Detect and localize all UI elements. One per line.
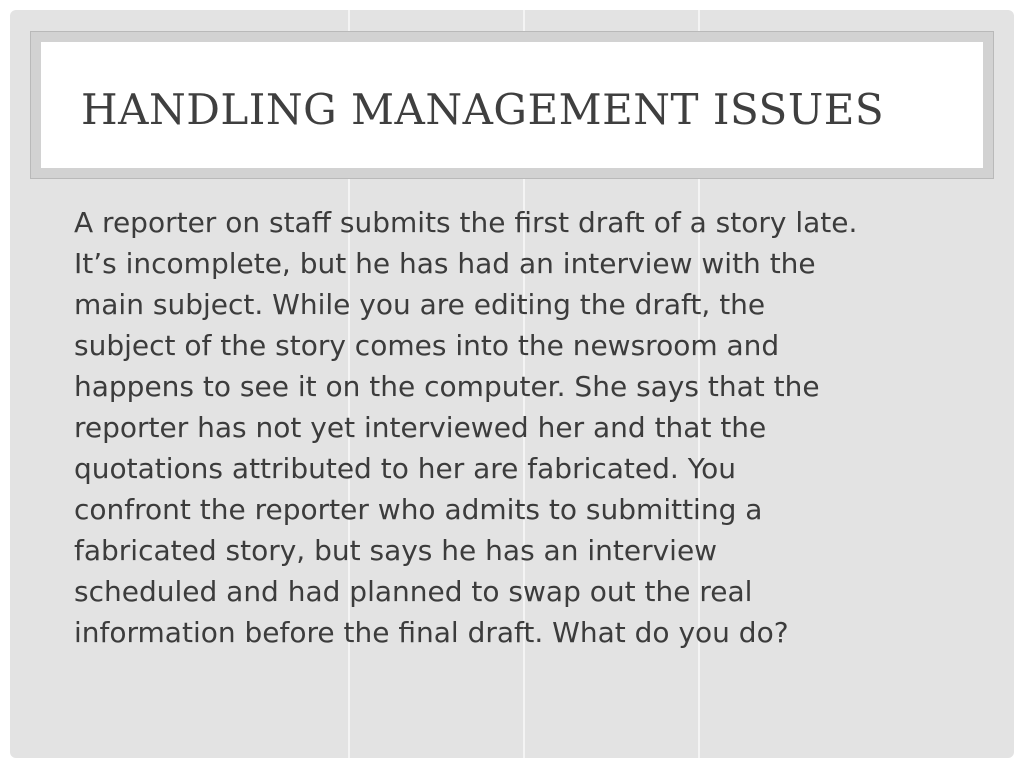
body-line: subject of the story comes into the newsroom and bbox=[74, 329, 780, 362]
body-line: It’s incomplete, but he has had an interview with the bbox=[74, 247, 816, 280]
body-line: scheduled and had planned to swap out the real bbox=[74, 575, 753, 608]
title-frame bbox=[30, 31, 994, 179]
body-line: main subject. While you are editing the draft, the bbox=[74, 288, 766, 321]
body-line: quotations attributed to her are fabricated. You bbox=[74, 452, 736, 485]
slide-body bbox=[74, 202, 974, 653]
body-line: confront the reporter who admits to submitting a bbox=[74, 493, 763, 526]
title-box bbox=[41, 42, 983, 168]
slide bbox=[10, 10, 1014, 758]
body-line: information before the final draft. What do you do? bbox=[74, 616, 789, 649]
body-line: reporter has not yet interviewed her and that the bbox=[74, 411, 767, 444]
body-line: happens to see it on the computer. She says that the bbox=[74, 370, 820, 403]
body-line: A reporter on staff submits the first draft of a story late. bbox=[74, 206, 858, 239]
body-line: fabricated story, but says he has an interview bbox=[74, 534, 718, 567]
slide-title: HANDLING MANAGEMENT ISSUES bbox=[81, 85, 885, 134]
